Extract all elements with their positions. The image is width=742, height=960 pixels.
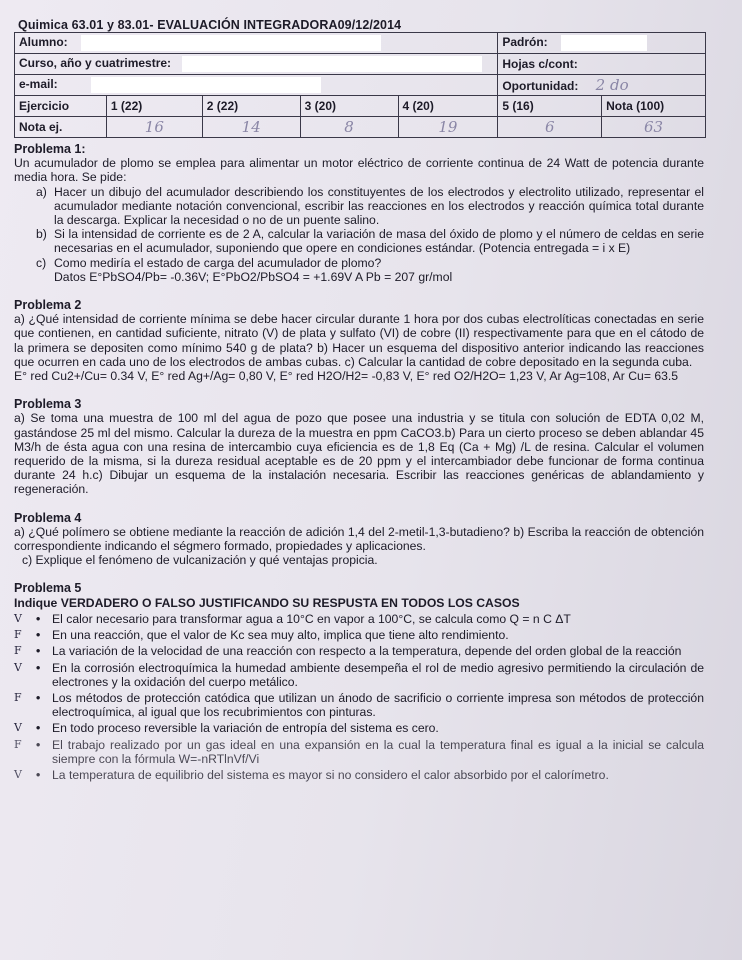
hojas-cell <box>498 54 706 75</box>
problem-4-c: c) Explique el fenómeno de vulcanización y qué ventajas propicia. <box>22 553 378 568</box>
list-item <box>14 768 704 782</box>
statement-text: Los métodos de protección catódica que utilizan un ánodo de sacrificio o corriente impresa son métodos de protección electroquímica, al igual que los recubrimientos con pinturas. <box>52 690 704 720</box>
statement-text: La temperatura de equilibrio del sistema es mayor si no considero el calor absorbido por el calorímetro. <box>52 767 609 782</box>
problem-1-c <box>36 256 704 270</box>
redacted-name <box>81 35 381 51</box>
redacted-email <box>91 77 321 93</box>
problem-2-title: Problema 2 <box>14 298 82 313</box>
problem-1-b-text: Si la intensidad de corriente es de 2 A, calcular la variación de masa del óxido de plomo y el número de celdas en serie necesarias en el acumulador, suponiendo que opere en condiciones estándar. (Potencia entregada = i x E) <box>54 227 704 256</box>
handwritten-mark: F <box>14 628 22 642</box>
problem-4-title: Problema 4 <box>14 510 82 525</box>
grade-ex4: 19 <box>398 117 498 138</box>
exam-title: Quimica 63.01 y 83.01- EVALUACIÓN INTEGRADORA09/12/2014 <box>18 18 402 32</box>
col-ex2: 2 (22) <box>202 96 300 117</box>
problem-1-b-label: b) <box>36 227 47 242</box>
handwritten-mark: F <box>14 690 22 704</box>
bullet-icon: • <box>36 721 41 736</box>
oportunidad-cell <box>498 75 706 96</box>
ejercicio-label: Ejercicio <box>15 96 107 117</box>
curso-label: Curso, año y cuatrimestre: <box>19 56 172 71</box>
bullet-icon: • <box>36 767 41 782</box>
exercise-header-row <box>15 96 706 117</box>
problem-1-title: Problema 1: <box>14 142 86 156</box>
problem-1-a-text: Hacer un dibujo del acumulador describiendo los constituyentes de los electrodos y electrolito utilizado, representar el acumulador mediante notación convencional, escribir las reacciones en los electrodos y reacción química total durante la descarga. Explicar la necesidad o no de un puente salino. <box>54 184 704 228</box>
grade-ex3: 8 <box>300 117 398 138</box>
problem-1-datos: Datos E°PbSO4/Pb= -0.36V; E°PbO2/PbSO4 = +1.69V A Pb = 207 gr/mol <box>54 269 453 284</box>
grade-ex1: 16 <box>106 117 202 138</box>
student-info-table <box>14 32 706 138</box>
list-item <box>14 721 704 735</box>
list-item <box>14 644 704 658</box>
problem-5-title: Problema 5 <box>14 581 82 596</box>
list-item <box>14 661 704 689</box>
nota-ej-label: Nota ej. <box>15 117 107 138</box>
problem-5-instruction: Indique VERDADERO O FALSO JUSTIFICANDO SU RESPUSTA EN TODOS LOS CASOS <box>14 595 520 610</box>
col-nota: Nota (100) <box>602 96 706 117</box>
problem-1-c-text: Como mediría el estado de carga del acumulador de plomo? <box>54 255 382 270</box>
statement-text: El trabajo realizado por un gas ideal en una expansión en la cual la temperatura final es igual a la inicial se calcula siempre con la fórmula W=-nRTlnVf/Vi <box>52 737 704 766</box>
handwritten-mark: F <box>14 737 22 751</box>
bullet-icon: • <box>36 737 41 752</box>
list-item <box>14 691 704 719</box>
grade-total: 63 <box>602 117 706 138</box>
col-ex4: 4 (20) <box>398 96 498 117</box>
handwritten-mark: F <box>14 644 22 658</box>
grades-row <box>15 117 706 138</box>
statement-text: En todo proceso reversible la variación de entropía del sistema es cero. <box>52 721 439 736</box>
list-item <box>14 738 704 766</box>
col-ex3: 3 (20) <box>300 96 398 117</box>
problem-1-a <box>36 185 704 228</box>
col-ex5: 5 (16) <box>498 96 602 117</box>
padron-cell <box>498 33 706 54</box>
problem-1-b <box>36 227 704 255</box>
alumno-label: Alumno: <box>19 35 68 50</box>
bullet-icon: • <box>36 660 41 675</box>
statement-text: En una reacción, que el valor de Kc sea muy alto, implica que tiene alto rendimiento. <box>52 628 509 643</box>
bullet-icon: • <box>36 644 41 659</box>
grade-ex5: 6 <box>498 117 602 138</box>
redacted-padron <box>561 35 647 51</box>
statement-text: En la corrosión electroquímica la humedad ambiente desempeña el rol de medio agresivo permitiendo la circulación de electrones y la oxidación del cuerpo metálico. <box>52 660 704 689</box>
oportunidad-value: 2 do <box>595 76 629 94</box>
problem-3-title: Problema 3 <box>14 397 82 412</box>
bullet-icon: • <box>36 628 41 643</box>
true-false-list <box>14 612 704 782</box>
problem-1-a-label: a) <box>36 184 47 199</box>
alumno-cell <box>15 33 498 54</box>
oportunidad-label: Oportunidad: <box>502 79 579 93</box>
problem-1-c-label: c) <box>36 255 47 270</box>
problem-4-a: a) ¿Qué polímero se obtiene mediante la reacción de adición 1,4 del 2-metil-1,3-butadieno? b) Escriba la reacción de obtención correspondiente indicando el ségmero formado, propiedades y aplicaciones. <box>14 524 704 554</box>
statement-text: El calor necesario para transformar agua a 10°C en vapor a 100°C, se calcula como Q = n C ΔT <box>52 611 571 626</box>
handwritten-mark: V <box>14 660 22 674</box>
list-item <box>14 628 704 642</box>
exam-content <box>14 142 704 784</box>
problem-2-data: E° red Cu2+/Cu= 0.34 V, E° red Ag+/Ag= 0,80 V, E° red H2O/H2= -0,83 V, E° red O2/H2O= 1,23 V, Ar Ag=108, Ar Cu= 63.5 <box>14 369 679 384</box>
handwritten-mark: V <box>14 611 22 625</box>
problem-1-intro: Un acumulador de plomo se emplea para alimentar un motor eléctrico de corriente continua de 24 Watt de potencia durante media hora. Se pide: <box>14 156 704 185</box>
problem-3-text: a) Se toma una muestra de 100 ml del agua de pozo que posee una industria y se titula con solución de EDTA 0,02 M, gastándose 25 ml del mismo. Calcular la dureza de la muestra en ppm CaCO3.b) Para un cierto proceso se deben ablandar 45 M3/h de ésta agua con una resina de intercambio cuya eficiencia es de 1,8 Eq (Ca + Mg) /L de resina. Calcular el volumen requerido de la misma, si la dureza residual aceptable es de 20 ppm y el intercambiador debe funcionar de forma continua durante 24 h.c) Dibujar un esquema de la instalación necesaria. Escribir las reacciones genéricas de ablandamiento y regeneración. <box>14 411 704 497</box>
grade-ex2: 14 <box>202 117 300 138</box>
curso-cell <box>15 54 498 75</box>
problem-2-text: a) ¿Qué intensidad de corriente mínima se debe hacer circular durante 1 hora por dos cubas electrolíticas conectadas en serie que contienen, en cantidad suficiente, nitrato (V) de plata y sulfato (VI) de cobre (II) respectivamente para que en el cátodo de la primera se depositen como mínimo 540 g de plata? b) Hacer un esquema del dispositivo anterior indicando las reacciones que ocurren en cada uno de los electrodos de ambas cubas. c) Calcular la cantidad de cobre depositado en la segunda cuba. <box>14 312 704 369</box>
list-item <box>14 612 704 626</box>
redacted-curso <box>182 56 482 72</box>
bullet-icon: • <box>36 611 41 626</box>
statement-text: La variación de la velocidad de una reacción con respecto a la temperatura, depende del orden global de la reacción <box>52 644 682 659</box>
bullet-icon: • <box>36 690 41 705</box>
handwritten-mark: V <box>14 721 22 735</box>
padron-label: Padrón: <box>502 35 548 50</box>
hojas-label: Hojas c/cont: <box>502 57 578 71</box>
handwritten-mark: V <box>14 767 22 781</box>
col-ex1: 1 (22) <box>106 96 202 117</box>
email-cell <box>15 75 498 96</box>
email-label: e-mail: <box>19 77 58 92</box>
